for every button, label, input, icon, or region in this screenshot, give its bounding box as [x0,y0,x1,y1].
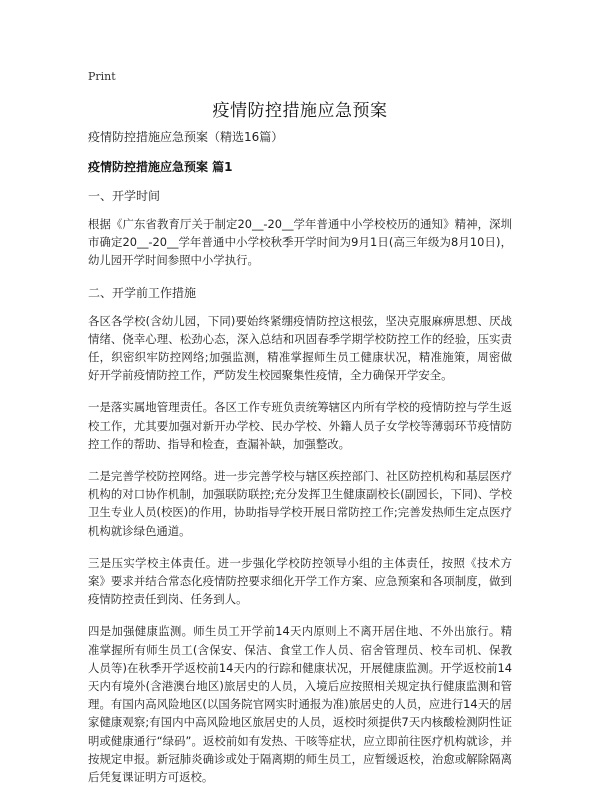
paragraph-general-requirements: 各区各学校(含幼儿园，下同)要始终紧绷疫情防控这根弦，坚决克服麻痹思想、厌战情绪、侥幸心理、松劲心态，深入总结和巩固春季学期学校防控工作的经验，压实责任，织密织牢防控网络;加强监测，精准掌握师生员工健康状况，精准施策，周密做好开学前疫情防控工作，严防发生校园聚集性疫情，全力确保开学安全。 [88,313,512,383]
paragraph-start-date: 根据《广东省教育厅关于制定20__-20__学年普通中小学校校历的通知》精神，深圳市确定20__-20__学年普通中小学校秋季开学时间为9月1日(高三年级为8月10日)，幼儿园开学时间参照中小学执行。 [88,217,512,268]
page-title: 疫情防控措施应急预案 [212,101,388,121]
heading-pre-school-measures: 二、开学前工作措施 [88,285,197,300]
print-label: Print [88,70,116,83]
document-subtitle: 疫情防控措施应急预案（精选16篇） [88,130,284,144]
paragraph-territorial-management: 一是落实属地管理责任。各区工作专班负责统筹辖区内所有学校的疫情防控与学生返校工作，尤其要加强对新开办学校、民办学校、外籍人员子女学校等薄弱环节疫情防控工作的帮助、指导和检查，查漏补缺，加强整改。 [88,400,512,451]
paragraph-school-responsibility: 三是压实学校主体责任。进一步强化学校防控领导小组的主体责任，按照《技术方案》要求并结合常态化疫情防控要求细化开学工作方案、应急预案和各项制度，做到疫情防控责任到岗、任务到人。 [88,555,512,607]
paragraph-health-monitoring: 四是加强健康监测。师生员工开学前14天内原则上不离开居住地、不外出旅行。精准掌握所有师生员工(含保安、保洁、食堂工作人员、宿舍管理员、校车司机、保教人员等)在秋季开学返校前14天内的行踪和健康状况，开展健康监测。开学返校前14天内有境外(含港澳台地区)旅居史的人员，入境后应按照相关规定执行健康监测和管理。有国内高风险地区(以国务院官网实时通报为准)旅居史的人员，应进行14天的居家健康观察;有国内中高风险地区旅居史的人员，返校时须提供7天内核酸检测阴性证明或健康通行“绿码”。返校前如有发热、干咳等症状，应立即前往医疗机构就诊，并按规定申报。新冠肺炎确诊或处于隔离期的师生员工，应暂缓返校，治愈或解除隔离后凭复课证明方可返校。 [88,624,512,785]
heading-school-start-time: 一、开学时间 [88,189,161,203]
document-body [88,128,512,800]
paragraph-prevention-network: 二是完善学校防控网络。进一步完善学校与辖区疾控部门、社区防控机构和基层医疗机构的对口协作机制，加强联防联控;充分发挥卫生健康副校长(副园长，下同)、学校卫生专业人员(校医)的作用，协助指导学校开展日常防控工作;完善发热师生定点医疗机构就诊绿色通道。 [88,469,512,538]
section-heading: 疫情防控措施应急预案 篇1 [88,160,233,174]
